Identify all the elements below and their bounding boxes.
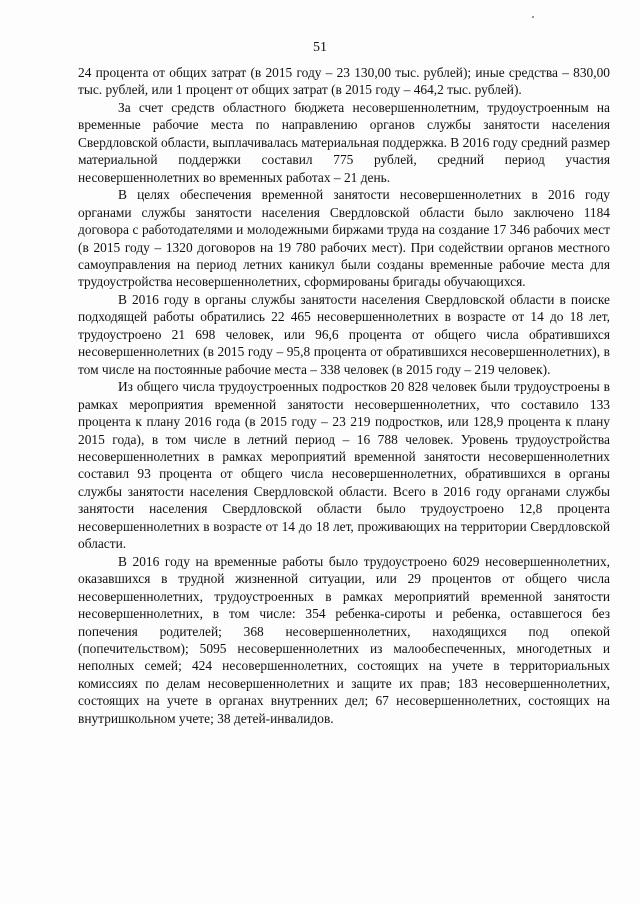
paragraph-contracts: В целях обеспечения временной занятости несовершеннолетних в 2016 году органами службы занятости населения Свердловской области было заключено 1184 договора с работодателями и молодежными биржами труда на создание 17 346 рабочих мест (в 2015 году – 1320 договоров на 19 780 рабочих мест). При содействии органов местного самоуправления на период летних каникул были созданы временные рабочие места для трудоустройства несовершеннолетних, сформированы бригады обучающихся. xyxy=(78,187,610,290)
scan-speck xyxy=(532,16,534,18)
paragraph-continuation: 24 процента от общих затрат (в 2015 году – 23 130,00 тыс. рублей); иные средства – 830,00 тыс. рублей, или 1 процент от общих затрат (в 2015 году – 464,2 тыс. рублей). xyxy=(78,65,610,98)
paragraph-material-support: За счет средств областного бюджета несовершеннолетним, трудоустроенным на временные рабочие места по направлению органов службы занятости населения Свердловской области, выплачивалась материальная поддержка. В 2016 году средний размер материальной поддержки составил 775 рублей, средний период участия несовершеннолетних во временных работах – 21 день. xyxy=(78,99,610,185)
page-number: 51 xyxy=(313,40,327,55)
paragraph-applicants: В 2016 году в органы службы занятости населения Свердловской области в поиске подходящей работы обратились 22 465 несовершеннолетних в возрасте от 14 до 18 лет, трудоустроено 21 698 человек, или 96,6 процента от общего числа обратившихся несовершеннолетних (в 2015 году – 95,8 процента от обратившихся несовершеннолетних), в том числе на постоянные рабочие места – 338 человек (в 2015 году – 219 человек). xyxy=(78,291,610,377)
paragraph-employed-teens: Из общего числа трудоустроенных подростков 20 828 человек были трудоустроены в рамках мероприятия временной занятости несовершеннолетних, что составило 133 процента к плану 2016 года (в 2015 году – 23 219 подростков, или 128,9 процента к плану 2015 года), в том числе в летний период – 16 788 человек. Уровень трудоустройства несовершеннолетних в рамках мероприятий временной занятости несовершеннолетних составил 93 процента от общего числа несовершеннолетних, обратившихся в органы службы занятости населения Свердловской области. Всего в 2016 году органами службы занятости населения Свердловской области было трудоустроено 12,8 процента несовершеннолетних в возрасте от 14 до 18 лет, проживающих на территории Свердловской области. xyxy=(78,379,610,552)
paragraph-difficult-situation: В 2016 году на временные работы было трудоустроено 6029 несовершеннолетних, оказавшихся в трудной жизненной ситуации, или 29 процентов от общего числа несовершеннолетних, трудоустроенных в рамках мероприятий временной занятости несовершеннолетних, в том числе: 354 ребенка-сироты и ребенка, оставшегося без попечения родителей; 368 несовершеннолетних, находящихся под опекой (попечительством); 5095 несовершеннолетних из малообеспеченных, многодетных и неполных семей; 424 несовершеннолетних, состоящих на учете в территориальных комиссиях по делам несовершеннолетних и защите их прав; 183 несовершеннолетних, состоящих на учете в органах внутренних дел; 67 несовершеннолетних, состоящих на внутришкольном учете; 38 детей-инвалидов. xyxy=(78,553,610,726)
body-text xyxy=(78,64,610,727)
